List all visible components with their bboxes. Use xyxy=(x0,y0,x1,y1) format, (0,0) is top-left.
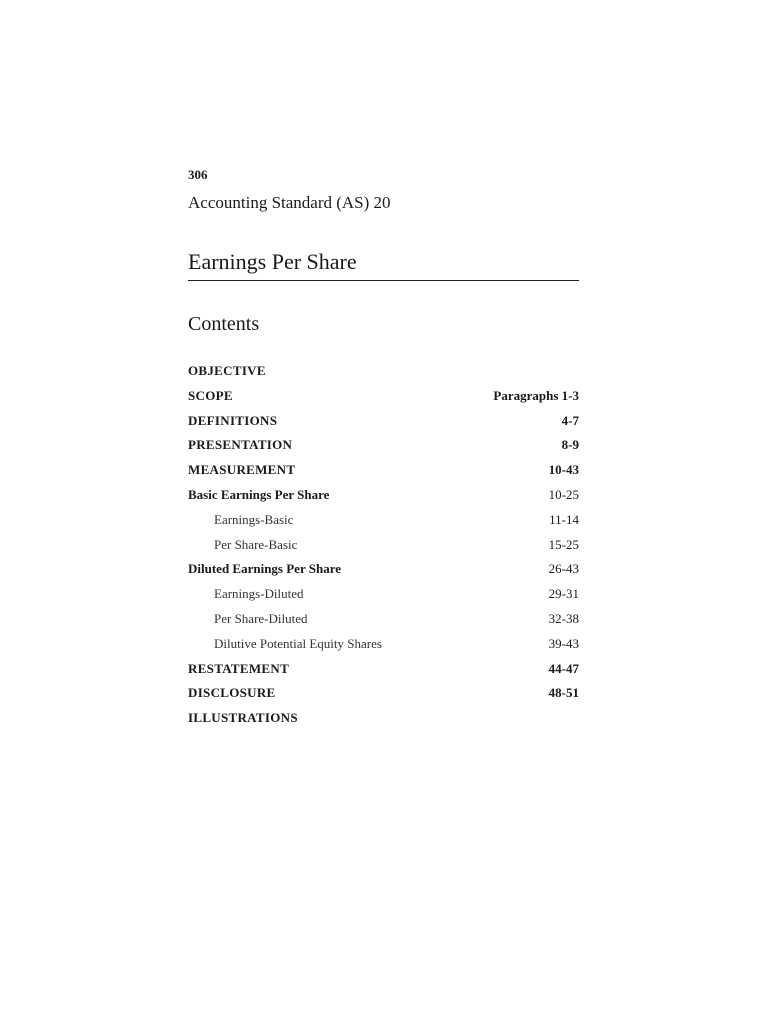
toc-paragraphs: Paragraphs 1-3 xyxy=(493,387,579,403)
toc-paragraphs: 11-14 xyxy=(549,511,579,527)
toc-label: OBJECTIVE xyxy=(188,363,266,378)
toc-paragraphs: 15-25 xyxy=(548,536,579,552)
toc-row xyxy=(188,661,579,686)
toc-paragraphs: 39-43 xyxy=(548,635,579,651)
toc-row xyxy=(188,388,579,413)
toc-paragraphs: 10-43 xyxy=(548,462,579,478)
toc-label: Earnings-Basic xyxy=(214,511,294,527)
toc-paragraphs: 44-47 xyxy=(548,660,579,676)
toc-row xyxy=(188,611,579,636)
toc-row xyxy=(188,413,579,438)
toc-label: DEFINITIONS xyxy=(188,412,278,428)
contents-heading: Contents xyxy=(188,313,260,335)
page-number: 306 xyxy=(188,167,208,182)
toc-row xyxy=(188,462,579,487)
table-of-contents xyxy=(188,363,579,735)
toc-label: SCOPE xyxy=(188,387,233,403)
toc-row xyxy=(188,537,579,562)
toc-paragraphs: 29-31 xyxy=(548,586,579,602)
toc-label: DISCLOSURE xyxy=(188,685,276,701)
page-title: Earnings Per Share xyxy=(188,249,357,274)
standard-title: Accounting Standard (AS) 20 xyxy=(188,193,391,212)
toc-label: Per Share-Diluted xyxy=(214,610,308,626)
toc-label: Dilutive Potential Equity Shares xyxy=(214,635,382,651)
toc-label: Per Share-Basic xyxy=(214,536,298,552)
toc-row xyxy=(188,586,579,611)
toc-label: ILLUSTRATIONS xyxy=(188,710,298,726)
toc-row xyxy=(188,636,579,661)
toc-label: Earnings-Diluted xyxy=(214,586,304,602)
toc-label: Basic Earnings Per Share xyxy=(188,486,330,502)
toc-label: RESTATEMENT xyxy=(188,660,290,676)
toc-row xyxy=(188,487,579,512)
toc-row xyxy=(188,710,579,735)
toc-label: PRESENTATION xyxy=(188,437,293,453)
toc-label: Diluted Earnings Per Share xyxy=(188,561,342,577)
toc-paragraphs: 10-25 xyxy=(548,486,579,502)
toc-paragraphs: 48-51 xyxy=(548,685,579,701)
toc-row xyxy=(188,363,579,388)
toc-row xyxy=(188,437,579,462)
toc-row xyxy=(188,512,579,537)
toc-label: MEASUREMENT xyxy=(188,462,296,478)
toc-row xyxy=(188,685,579,710)
toc-paragraphs: 32-38 xyxy=(548,610,579,626)
title-divider xyxy=(188,280,579,281)
toc-row xyxy=(188,561,579,586)
toc-paragraphs: 8-9 xyxy=(561,437,579,453)
toc-paragraphs: 26-43 xyxy=(548,561,579,577)
toc-paragraphs: 4-7 xyxy=(561,412,579,428)
